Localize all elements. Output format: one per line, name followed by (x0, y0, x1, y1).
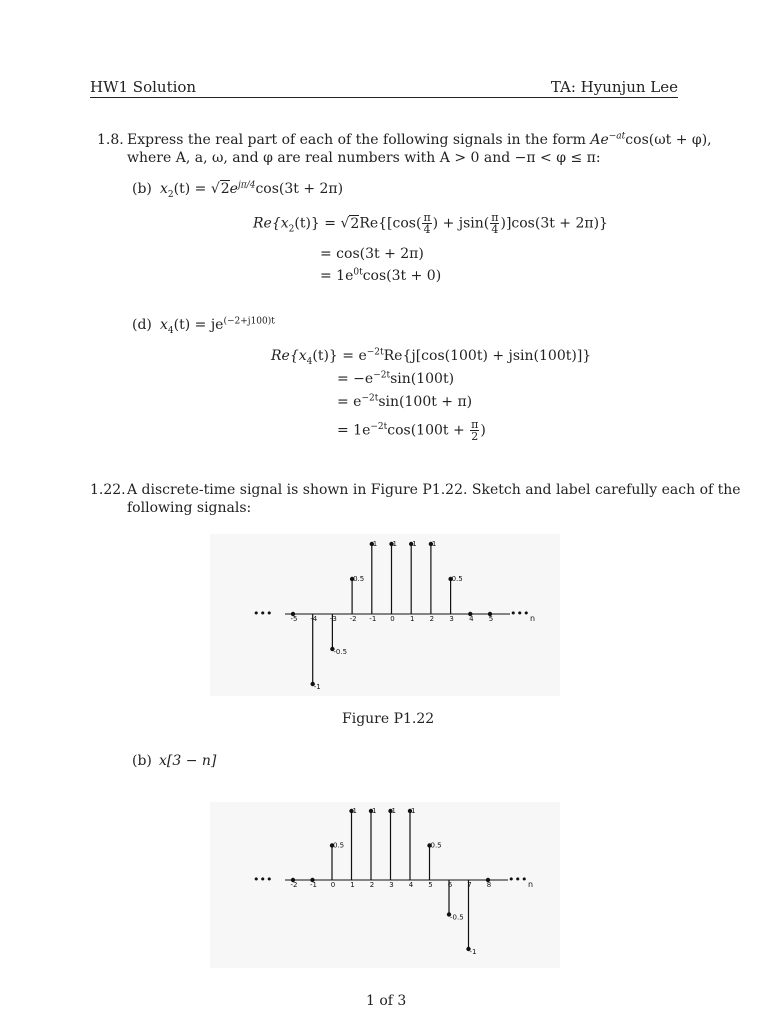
figure-p1-22 (210, 534, 560, 696)
part-d-equation-4: = $1e^{-2t}\cos(100t$ + $\frac{\pi}{2}$ ) (337, 418, 486, 443)
tick-label: 1 (409, 615, 415, 623)
part-b-equation-3: = $1e^{0t}\cos(3t + 0)$ (320, 267, 442, 284)
tick-label: 5 (428, 881, 433, 889)
x-axis-label: n (530, 614, 536, 623)
value-label: -1 (469, 948, 477, 956)
value-label: 1 (431, 540, 437, 548)
stem-plot-original (210, 534, 560, 696)
problem-1-22-number: 1.22. (90, 482, 126, 498)
part-b-label: (b) (132, 181, 152, 197)
ellipsis-right: ••• (510, 607, 530, 620)
tick-label: 0 (390, 615, 395, 623)
value-label: 0.5 (430, 841, 442, 850)
part-b-definition: $x_2(t) = √2e^{j\pi/4}\cos(3t + 2\pi)$ (160, 180, 344, 200)
tick-label: 4 (408, 881, 414, 889)
tick-label: -3 (329, 615, 337, 623)
tick-label: -5 (290, 615, 298, 623)
tick-label: -1 (369, 615, 377, 623)
part-d-equation-2: = $-e^{-2t}\sin(100t)$ (337, 370, 455, 387)
tick-label: 1 (350, 881, 355, 889)
tick-label: 3 (449, 615, 454, 623)
part-b-equation-2: = cos(3t + 2π) (320, 246, 424, 262)
value-label: 0.5 (451, 575, 463, 583)
tick-label: 8 (486, 881, 492, 889)
problem-1-22-part-b-expr: x[3 − n] (159, 753, 217, 769)
ellipsis-left: ••• (253, 873, 273, 886)
part-d-label: (d) (132, 317, 152, 333)
problem-1-8-number: 1.8. (97, 132, 124, 148)
value-label: 1 (372, 807, 377, 815)
value-label: -0.5 (450, 913, 464, 922)
part-d-equation-1: $Re\{x_4(t)\} = e^{-2t}Re\{j[\cos(100t) + jsin(100t)]\}$ (271, 347, 592, 367)
value-label: 1 (391, 807, 396, 815)
value-label: 1 (411, 807, 416, 815)
tick-label: 7 (467, 881, 472, 889)
page-number: 1 of 3 (366, 993, 407, 1009)
tick-label: -2 (349, 615, 357, 623)
tick-label: 0 (330, 881, 336, 889)
value-label: -0.5 (333, 648, 348, 656)
tick-label: 2 (429, 615, 435, 623)
tick-label: 5 (488, 615, 494, 623)
tick-label: 4 (469, 615, 474, 623)
x-axis-label: n (528, 880, 534, 889)
value-label: 0.5 (333, 841, 345, 850)
value-label: 1 (372, 540, 378, 548)
tick-label: -4 (310, 615, 318, 623)
tick-label: 6 (447, 881, 453, 889)
stem-plot-solution (210, 802, 560, 968)
ellipsis-right: ••• (508, 873, 528, 886)
problem-1-8-line2: where A, a, ω, and φ are real numbers with A > 0 and −π < φ ≤ π: (127, 150, 601, 166)
problem-1-22-part-b-label: (b) (132, 753, 152, 769)
value-label: 1 (352, 807, 357, 815)
value-label: 0.5 (353, 575, 365, 583)
value-label: 1 (392, 540, 397, 548)
header-rule (90, 97, 678, 98)
tick-label: 3 (389, 881, 394, 889)
header-left: HW1 Solution (90, 78, 197, 96)
problem-1-22-line2: following signals: (127, 500, 252, 516)
part-d-equation-3: = $e^{-2t}\sin(100t + \pi)$ (337, 393, 473, 410)
ellipsis-left: ••• (253, 607, 273, 620)
value-label: -1 (313, 683, 321, 691)
value-label: 1 (412, 540, 417, 548)
header-right: TA: Hyunjun Lee (550, 78, 678, 96)
part-b-equation-1: $Re\{x_2(t)\} = √2Re\{[\cos$( $\frac{\pi}{4}$ ) + jsin( $\frac{\pi}{4}$ )]cos(3t + 2π)} (253, 211, 608, 236)
tick-label: 2 (369, 881, 375, 889)
figure-solution-b (210, 802, 560, 968)
problem-1-8-line1: Express the real part of each of the following signals in the form $Ae^{-at}\cos(\omega t + \varphi)$, (127, 131, 712, 148)
figure-caption: Figure P1.22 (342, 711, 435, 727)
tick-label: -1 (310, 881, 317, 889)
part-d-definition: $x_4(t) = je^{(-2+j100)t}$ (160, 316, 275, 336)
problem-1-22-line1: A discrete-time signal is shown in Figure P1.22. Sketch and label carefully each of the (127, 482, 741, 498)
tick-label: -2 (290, 881, 298, 889)
